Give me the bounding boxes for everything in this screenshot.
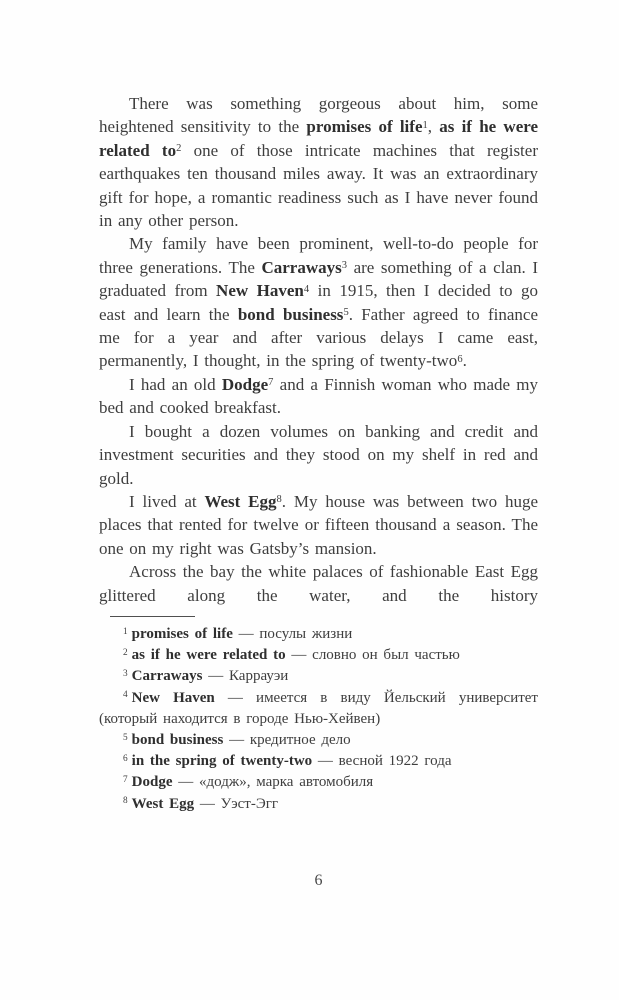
footnote-translation: — весной 1922 года (312, 753, 452, 770)
text-run: are something of a clan. I graduated from (99, 257, 538, 301)
footnote-ref: 3 (341, 260, 347, 272)
footnote-number: 8 (123, 796, 128, 807)
footnote-separator (110, 616, 195, 617)
footnote-translation: — словно он был частью (285, 647, 460, 664)
paragraph (99, 373, 538, 420)
footnote (99, 666, 538, 687)
footnote-ref: 6 (457, 353, 463, 365)
text-run: My family have been prominent, well-to-do people for three generations. The (99, 234, 538, 277)
text-run: I lived at (129, 491, 205, 511)
footnote-translation: — Уэст-Эгг (194, 795, 279, 812)
text-run: . (462, 351, 467, 371)
footnote-ref: 7 (268, 377, 274, 389)
footnote-ref: 2 (176, 143, 182, 155)
footnote (99, 688, 538, 730)
footnote (99, 751, 538, 772)
footnote-number: 3 (123, 669, 128, 680)
footnote-ref: 4 (303, 283, 310, 295)
footnotes (99, 624, 538, 815)
glossary-term: New Haven (216, 281, 304, 301)
paragraph (99, 560, 538, 607)
footnote-ref: 8 (276, 494, 282, 506)
text-run: I had an old (129, 374, 222, 394)
text-run: and a Finnish woman who made my bed and cooked breakfast. (99, 374, 538, 418)
glossary-term: Dodge (221, 374, 269, 394)
text-run: There was something gorgeous about him, some heightened sensitivity to the (99, 94, 538, 137)
text-run: . My house was between two huge places that rented for twelve or fifteen thousand a season. The one on my right was Gatsby’s mansion. (99, 491, 538, 558)
text-run: , (427, 117, 440, 137)
footnote-term: Carraways (131, 668, 203, 685)
paragraph (99, 92, 538, 232)
footnote-translation: — кредитное дело (223, 731, 351, 748)
footnote (99, 645, 538, 666)
footnote (99, 624, 538, 645)
footnote (99, 772, 538, 793)
footnote-term: Dodge (131, 774, 173, 791)
text-run: . Father agreed to finance me for a year and after various delays I came east, permanently, I thought, in the spring of twenty-two (99, 304, 539, 371)
footnote-number: 2 (123, 647, 128, 658)
footnote-term: bond business (131, 731, 224, 748)
text-run: Across the bay the white palaces of fashionable East Egg glittered along the water, and the history (99, 562, 538, 605)
footnote-translation: — посулы жизни (232, 625, 353, 642)
footnote-term: as if he were related to (131, 647, 286, 664)
footnote-number: 7 (123, 775, 128, 786)
glossary-term: as if he were related to (99, 117, 539, 160)
footnote-translation: — Каррауэи (202, 668, 289, 685)
footnote-number: 1 (123, 626, 128, 637)
page-number: 6 (314, 872, 323, 889)
footnote-term: West Egg (131, 795, 195, 812)
glossary-term: promises of life (306, 117, 423, 137)
footnote-ref: 5 (343, 306, 349, 318)
footnote-term: promises of life (131, 625, 233, 642)
footnote-number: 6 (123, 753, 128, 764)
footnote-translation: — имеется в виду Йельский университет (который находится в городе Нью-Хейвен) (99, 689, 538, 727)
glossary-term: bond business (237, 304, 344, 324)
footnote-term: in the spring of twenty-two (131, 753, 313, 770)
glossary-term: Carraways (261, 257, 342, 277)
footnote-number: 5 (123, 732, 128, 743)
text-run: one of those intricate machines that register earthquakes ten thousand miles away. It was an extraordinary gift for hope, a romantic readiness such as I have never found in any other person. (99, 140, 538, 231)
footnote-ref: 1 (422, 119, 428, 131)
paragraph (99, 490, 538, 560)
glossary-term: West Egg (204, 491, 277, 511)
footnote (99, 730, 538, 751)
body-text (99, 92, 538, 607)
paragraph (99, 420, 538, 490)
text-run: I bought a dozen volumes on banking and credit and investment securities and they stood on my shelf in red and gold. (99, 421, 538, 488)
paragraph (99, 232, 538, 372)
footnote-translation: — «додж», марка автомобиля (172, 774, 374, 791)
footnote-term: New Haven (131, 689, 215, 706)
footnote-number: 4 (123, 690, 128, 701)
text-run: in 1915, then I decided to go east and learn the (99, 281, 538, 324)
footnote (99, 794, 538, 815)
